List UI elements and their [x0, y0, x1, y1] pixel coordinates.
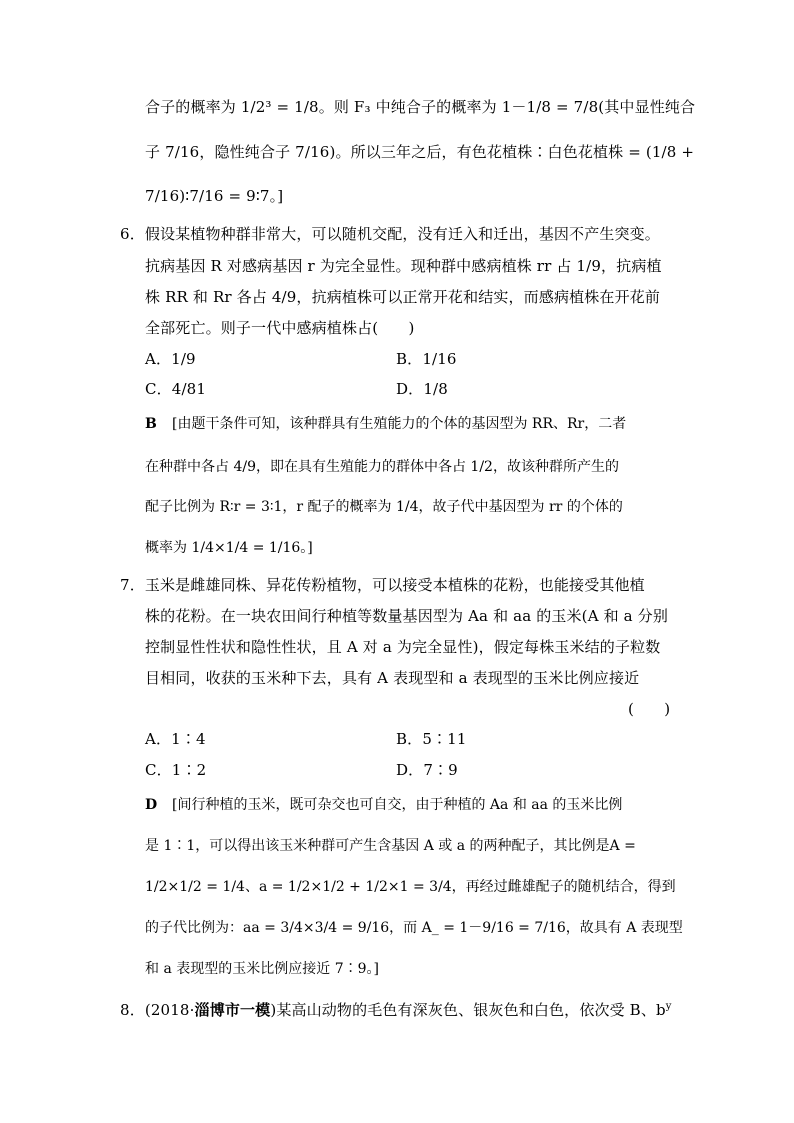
q6-stem-line-1: 6．假设某植物种群非常大，可以随机交配，没有迁入和迁出，基因不产生突变。 — [120, 225, 660, 243]
q7-answer: D — [145, 797, 158, 813]
q7-stem-line-4: 目相同，收获的玉米种下去，具有 A 表现型和 a 表现型的玉米比例应接近 — [145, 669, 640, 687]
q6-stem-line-2: 抗病基因 R 对感病基因 r 为完全显性。现种群中感病植株 rr 占 1/9，抗病植 — [145, 257, 662, 275]
q5-explanation-line-3: 7/16)∶7/16 = 9∶7。] — [145, 187, 284, 205]
q6-option-c: C．4/81 — [145, 380, 207, 398]
q7-explanation-line-3: 1/2×1/2 = 1/4、a = 1/2×1/2 + 1/2×1 = 3/4，再经过雌雄配子的随机结合，得到 — [145, 879, 676, 895]
q7-explanation-line-5: 和 a 表现型的玉米比例应接近 7∶9。] — [145, 961, 379, 977]
q7-stem-line-2: 株的花粉。在一块农田间行种植等数量基因型为 Aa 和 aa 的玉米(A 和 a 分别 — [145, 607, 668, 625]
q5-explanation-line-1: 合子的概率为 1/2³ = 1/8。则 F₃ 中纯合子的概率为 1－1/8 = 7/8(其中显性纯合 — [145, 98, 696, 116]
q7-explanation-line-4: 的子代比例为：aa = 3/4×3/4 = 9/16，而 A_ = 1－9/16 = 7/16，故具有 A 表现型 — [145, 920, 683, 936]
q7-option-c: C．1∶2 — [145, 761, 207, 779]
q7-stem-line-3: 控制显性性状和隐性性状，且 A 对 a 为完全显性)，假定每株玉米结的子粒数 — [145, 638, 661, 656]
q6-explanation-line-2: 在种群中各占 4/9，即在具有生殖能力的群体中各占 1/2，故该种群所产生的 — [145, 459, 619, 475]
q6-explanation-line-4: 概率为 1/4×1/4 = 1/16。] — [145, 540, 313, 556]
q5-explanation-line-2: 子 7/16，隐性纯合子 7/16)。所以三年之后，有色花植株∶白色花植株 = (1/8 + — [145, 143, 695, 161]
q6-explanation-line-1: [由题干条件可知，该种群具有生殖能力的个体的基因型为 RR、Rr，二者 — [172, 416, 627, 432]
q6-answer: B — [145, 416, 157, 432]
q8-superscript: y — [665, 1001, 672, 1012]
q8-source: 淄博市一模 — [194, 1001, 271, 1019]
q6-option-a: A．1/9 — [145, 350, 196, 368]
q8-stem-text: )某高山动物的毛色有深灰色、银灰色和白色，依次受 B、b — [270, 1001, 666, 1019]
q6-option-b: B．1/16 — [396, 350, 457, 368]
q7-explanation-line-2: 是 1∶1，可以得出该玉米种群可产生含基因 A 或 a 的两种配子，其比例是A = — [145, 838, 636, 854]
q6-stem-line-3: 株 RR 和 Rr 各占 4/9，抗病植株可以正常开花和结实，而感病植株在开花前 — [145, 288, 661, 306]
q7-explanation-line-1: [间行种植的玉米，既可杂交也可自交，由于种植的 Aa 和 aa 的玉米比例 — [172, 797, 623, 813]
q7-stem-line-1: 7．玉米是雌雄同株、异花传粉植物，可以接受本植株的花粉，也能接受其他植 — [120, 576, 645, 594]
q8-number: 8．(2018· — [120, 1001, 195, 1019]
q7-answer-bracket: ( ) — [628, 700, 671, 718]
q7-option-d: D．7∶9 — [396, 761, 458, 779]
q6-option-d: D．1/8 — [396, 380, 448, 398]
q7-option-a: A．1∶4 — [145, 730, 206, 748]
q6-stem-line-4: 全部死亡。则子一代中感病植株占( ) — [145, 319, 415, 337]
q6-explanation-line-3: 配子比例为 R∶r = 3∶1，r 配子的概率为 1/4，故子代中基因型为 rr 的个体的 — [145, 499, 623, 515]
q8-stem-line-1 — [120, 997, 672, 1020]
q7-option-b: B．5∶11 — [396, 730, 467, 748]
